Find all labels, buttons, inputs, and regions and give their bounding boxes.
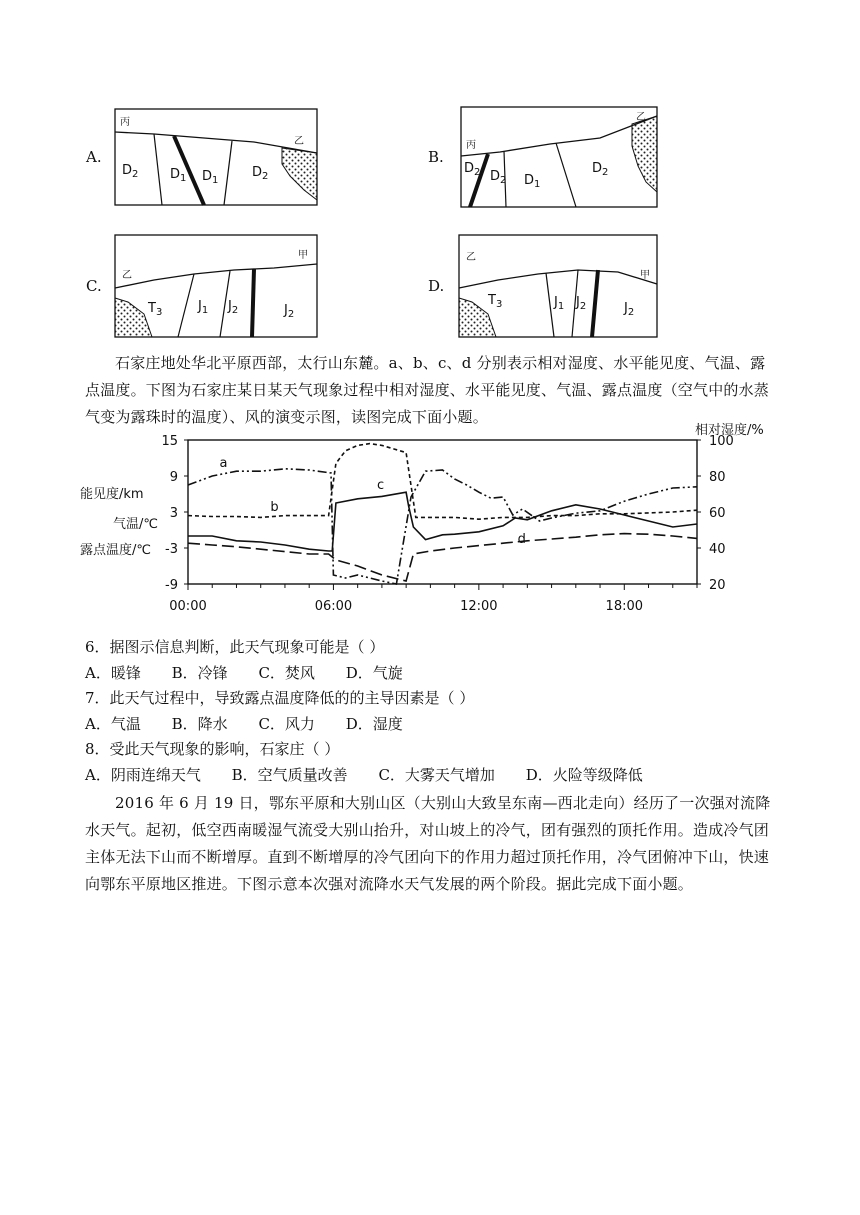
svg-text:D1: $D_1$ [202, 169, 219, 186]
question-8-stem: 8．受此天气现象的影响，石家庄（ ） [85, 740, 340, 758]
right-tick-label: 40 [709, 542, 726, 557]
series-c-line [188, 492, 697, 551]
series-a-label: a [219, 456, 228, 471]
q7-option-c[interactable]: C．风力 [258, 715, 315, 733]
left-tick-label: 9 [169, 470, 178, 485]
option-letter-a: A. [86, 148, 102, 166]
q8-option-b[interactable]: B．空气质量改善 [231, 766, 348, 784]
x-tick-label: 00:00 [169, 599, 207, 614]
svg-text:丙: 丙 [120, 117, 130, 128]
svg-text:J2: $J_2$ [284, 303, 295, 320]
question-6-stem: 6．据图示信息判断，此天气现象可能是（ ） [85, 638, 385, 656]
series-b-line [188, 444, 697, 520]
option-letter-c: C. [86, 277, 102, 295]
svg-text:甲: 甲 [640, 270, 650, 281]
option-letter-b: B. [428, 148, 444, 166]
q8-option-d[interactable]: D．火险等级降低 [525, 766, 643, 784]
left-tick-label: -3 [165, 542, 178, 557]
q6-option-c[interactable]: C．焚风 [258, 664, 315, 682]
passage-dabieshan: 2016 年 6 月 19 日，鄂东平原和大别山区（大别山大致呈东南—西北走向）经历了一次强对流降水天气。起初，低空西南暖湿气流受大别山抬升，对山坡上的冷气，团有强烈的顶托作用。造成冷气团主体无法下山而不断增厚。直到不断增厚的冷气团向下的作用力超过顶托作用，冷气团俯冲下山，快速向鄂东平原地区推进。下图示意本次强对流降水天气发展的两个阶段。据此完成下面小题。 [85, 794, 771, 893]
svg-text:乙: 乙 [294, 136, 304, 147]
right-tick-label: 100 [709, 434, 734, 449]
series-b-label: b [270, 499, 279, 515]
svg-text:D1: $D_1$ [170, 167, 187, 184]
svg-text:D2: $D_2$ [122, 163, 139, 180]
svg-text:D1: $D_1$ [524, 173, 541, 190]
series-d-line [188, 534, 697, 581]
svg-text:乙: 乙 [466, 252, 476, 263]
left-axis-title: 能见度/km [80, 487, 144, 502]
chart-series [188, 444, 697, 584]
svg-text:T3: $T_3$ [148, 301, 163, 318]
q6-option-d[interactable]: D．气旋 [345, 664, 403, 682]
geology-diagram-b [460, 106, 658, 208]
question-7-stem: 7．此天气过程中，导致露点温度降低的的主导因素是（ ） [85, 689, 475, 707]
q8-option-c[interactable]: C．大雾天气增加 [378, 766, 495, 784]
svg-text:D2: $D_2$ [464, 161, 481, 178]
geology-diagram-c [114, 234, 318, 338]
svg-text:D2: $D_2$ [252, 165, 269, 182]
weather-chart [80, 423, 780, 628]
left-tick-label: -9 [165, 578, 178, 593]
right-tick-label: 20 [709, 578, 726, 593]
svg-text:乙: 乙 [636, 112, 646, 123]
geology-diagram-d [458, 234, 658, 338]
svg-text:J2: $J_2$ [228, 299, 239, 316]
passage-shijiazhuang: 石家庄地处华北平原西部，太行山东麓。a、b、c、d 分别表示相对湿度、水平能见度、气温、露点温度。下图为石家庄某日某天气现象过程中相对湿度、水平能见度、气温、露点温度（空气中的水蒸气变为露珠时的温度）、风的演变示图，读图完成下面小题。 [85, 354, 770, 426]
svg-text:T3: $T_3$ [488, 293, 503, 310]
q7-option-d[interactable]: D．湿度 [345, 715, 403, 733]
q7-option-a[interactable]: A．气温 [85, 715, 141, 733]
right-axis-title: 相对湿度/% [695, 423, 764, 438]
plot-frame [188, 440, 697, 584]
question-6-options [85, 662, 429, 684]
question-8-options [85, 764, 669, 786]
x-tick-label: 06:00 [314, 599, 353, 614]
svg-text:乙: 乙 [122, 270, 132, 281]
q6-option-b[interactable]: B．冷锋 [171, 664, 228, 682]
left-tick-label: 15 [161, 434, 178, 449]
q6-option-a[interactable]: A．暖锋 [85, 664, 141, 682]
svg-text:J1: $J_1$ [554, 295, 565, 312]
svg-text:J1: $J_1$ [198, 299, 209, 316]
q7-option-b[interactable]: B．降水 [171, 715, 228, 733]
right-tick-label: 60 [709, 506, 726, 521]
series-a-line [188, 469, 697, 584]
q8-option-a[interactable]: A．阴雨连绵天气 [85, 766, 201, 784]
svg-text:J2: $J_2$ [576, 295, 587, 312]
x-tick-label: 12:00 [460, 599, 498, 614]
svg-text:丙: 丙 [466, 140, 476, 151]
geology-diagram-a [114, 108, 318, 206]
svg-text:D2: $D_2$ [490, 169, 507, 186]
option-letter-d: D. [428, 277, 445, 295]
left-axis-title: 气温/℃ [113, 517, 158, 532]
question-7-options [85, 713, 429, 735]
svg-text:甲: 甲 [298, 250, 308, 261]
left-axis-title: 露点温度/℃ [80, 543, 151, 558]
svg-text:D2: $D_2$ [592, 161, 609, 178]
series-d-label: d [517, 532, 526, 548]
series-c-label: c [377, 478, 385, 494]
svg-text:J2: $J_2$ [624, 301, 635, 318]
left-tick-label: 3 [169, 506, 178, 521]
right-tick-label: 80 [709, 470, 726, 485]
x-tick-label: 18:00 [605, 599, 644, 614]
